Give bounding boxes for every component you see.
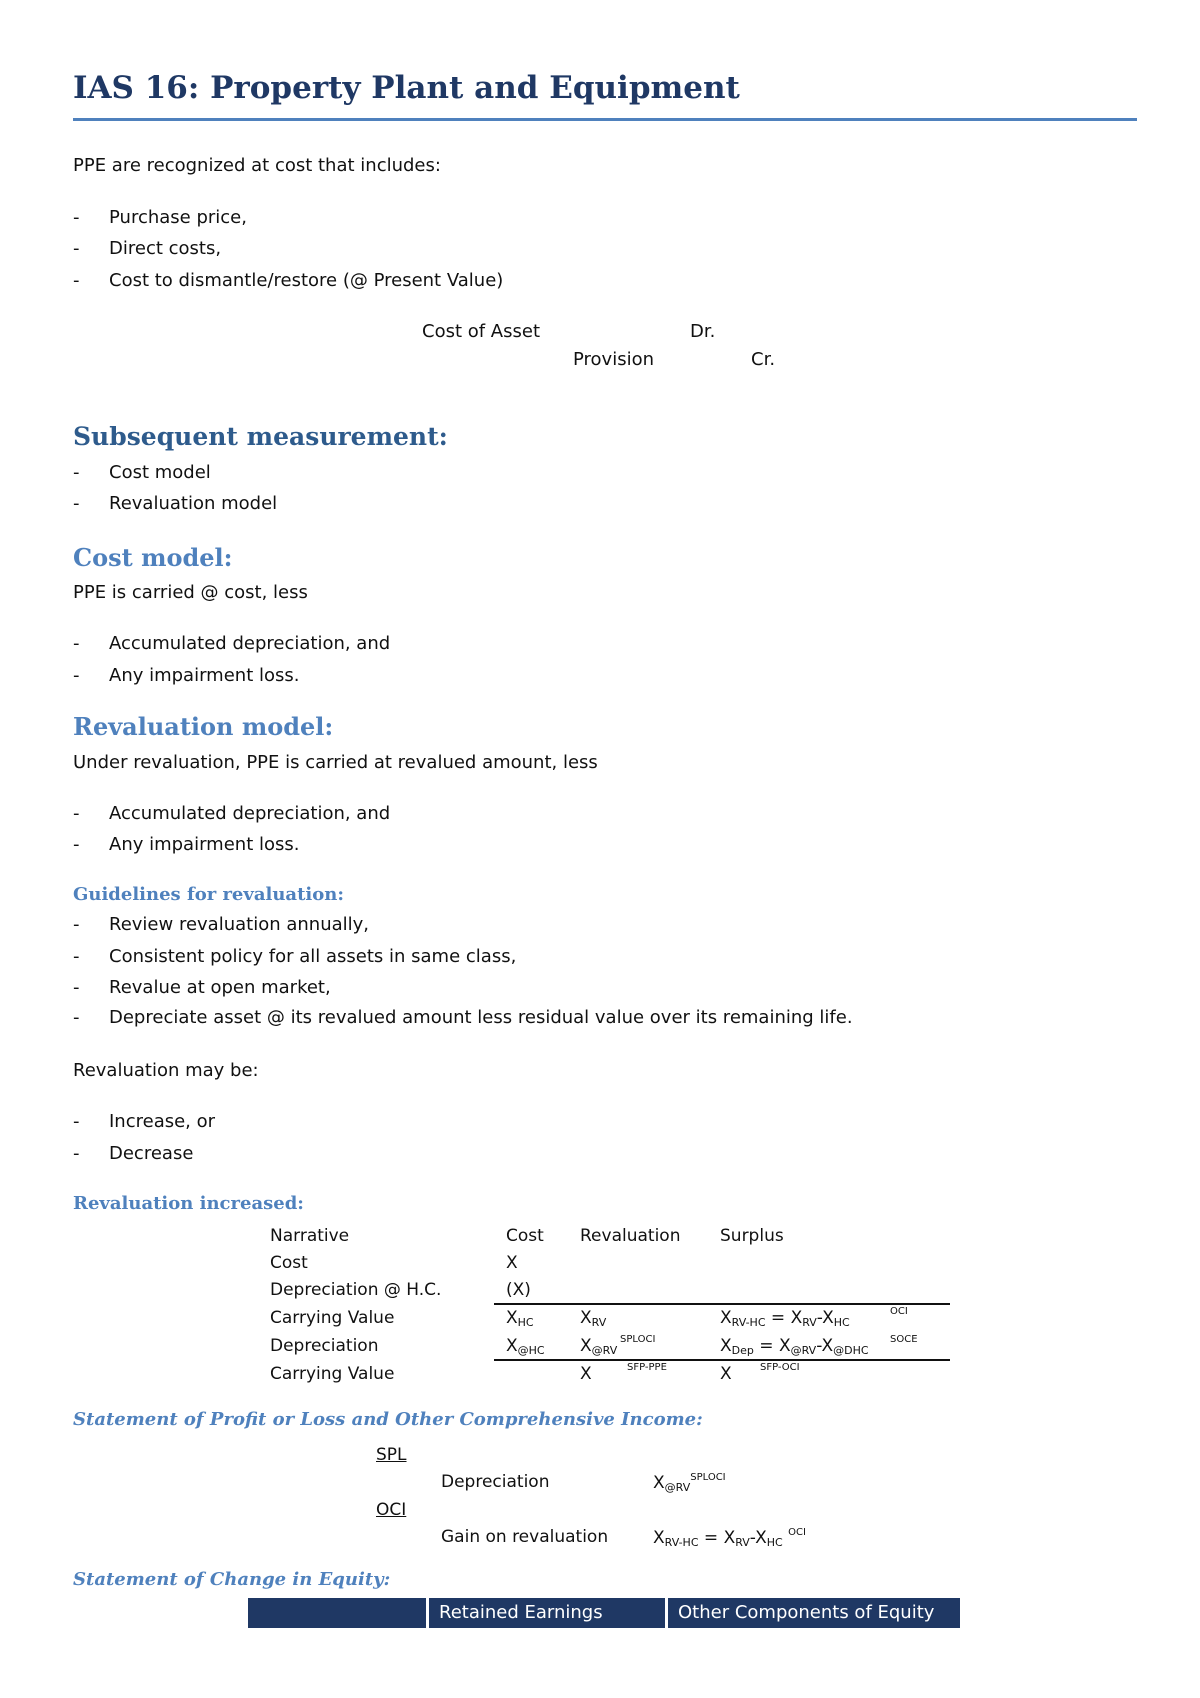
bullet-dash: - bbox=[73, 977, 80, 998]
cell-dep-rv: $X_{@RV}$ bbox=[580, 1336, 618, 1357]
table-rule bbox=[494, 1359, 950, 1361]
splo-depreciation-value: $X_{@RV}^{SPLOCI}$ bbox=[653, 1472, 726, 1494]
list-item: Accumulated depreciation, and bbox=[109, 633, 391, 654]
cell-final-rv: X bbox=[580, 1364, 592, 1384]
bullet-dash: - bbox=[73, 914, 80, 935]
cell-surplus-formula: $X_{RV-HC} = X_{RV}-X_{HC}$ bbox=[720, 1308, 850, 1329]
row-label: Depreciation bbox=[270, 1336, 379, 1356]
col-header-revaluation: Revaluation bbox=[580, 1226, 681, 1246]
tag-sploci: SPLOCI bbox=[620, 1334, 656, 1345]
col-header-cost: Cost bbox=[506, 1226, 544, 1246]
bullet-dash: - bbox=[73, 207, 80, 228]
list-item: Purchase price, bbox=[109, 207, 247, 228]
cost-model-heading: Cost model: bbox=[73, 543, 233, 572]
bullet-dash: - bbox=[73, 1111, 80, 1132]
list-item: Decrease bbox=[109, 1143, 194, 1164]
journal-credit-account: Provision bbox=[573, 349, 655, 370]
revaluation-increased-heading: Revaluation increased: bbox=[73, 1193, 304, 1214]
cell-cost: X bbox=[506, 1253, 518, 1273]
cell-carrying-hc: $X_{HC}$ bbox=[506, 1308, 534, 1329]
cell-dep-hc: $X_{@HC}$ bbox=[506, 1336, 545, 1357]
guidelines-heading: Guidelines for revaluation: bbox=[73, 884, 344, 905]
bullet-dash: - bbox=[73, 633, 80, 654]
table-rule bbox=[494, 1303, 950, 1305]
list-item: Direct costs, bbox=[109, 238, 222, 259]
list-item: Review revaluation annually, bbox=[109, 914, 370, 935]
bullet-dash: - bbox=[73, 238, 80, 259]
journal-credit-label: Cr. bbox=[751, 349, 776, 370]
subsequent-heading: Subsequent measurement: bbox=[73, 422, 448, 451]
revaluation-model-text: Under revaluation, PPE is carried at revalued amount, less bbox=[73, 752, 598, 773]
row-label: Cost bbox=[270, 1253, 308, 1273]
journal-debit-account: Cost of Asset bbox=[422, 321, 541, 342]
splo-gain-value: $X_{RV-HC} = X_{RV}-X_{HC}$ $^{OCI}$ bbox=[653, 1527, 806, 1549]
bullet-dash: - bbox=[73, 493, 80, 514]
bullet-dash: - bbox=[73, 1143, 80, 1164]
list-item: Revalue at open market, bbox=[109, 977, 331, 998]
cell-final-surplus: X bbox=[720, 1364, 732, 1384]
tag-soce: SOCE bbox=[890, 1334, 918, 1345]
list-item: Cost model bbox=[109, 462, 211, 483]
bullet-dash: - bbox=[73, 462, 80, 483]
page-title: IAS 16: Property Plant and Equipment bbox=[73, 70, 740, 106]
tag-sfp-oci: SFP-OCI bbox=[760, 1362, 800, 1373]
col-header-surplus: Surplus bbox=[720, 1226, 784, 1246]
col-header-narrative: Narrative bbox=[270, 1226, 350, 1246]
intro-text: PPE are recognized at cost that includes: bbox=[73, 155, 441, 176]
bullet-dash: - bbox=[73, 1007, 80, 1028]
bullet-dash: - bbox=[73, 946, 80, 967]
list-item: Any impairment loss. bbox=[109, 834, 300, 855]
bullet-dash: - bbox=[73, 803, 80, 824]
cell-dep-formula: $X_{Dep} = X_{@RV}-X_{@DHC}$ bbox=[720, 1336, 869, 1357]
cost-model-text: PPE is carried @ cost, less bbox=[73, 582, 308, 603]
title-divider bbox=[73, 118, 1137, 121]
soce-header-retained-earnings: Retained Earnings bbox=[429, 1598, 665, 1628]
tag-sfp-ppe: SFP-PPE bbox=[627, 1362, 667, 1373]
revaluation-model-heading: Revaluation model: bbox=[73, 712, 334, 741]
soce-heading: Statement of Change in Equity: bbox=[73, 1569, 391, 1590]
bullet-dash: - bbox=[73, 665, 80, 686]
row-label: Carrying Value bbox=[270, 1308, 395, 1328]
splo-heading: Statement of Profit or Loss and Other Comprehensive Income: bbox=[73, 1409, 703, 1430]
row-label: Carrying Value bbox=[270, 1364, 395, 1384]
cell-carrying-rv: $X_{RV}$ bbox=[580, 1308, 607, 1329]
spl-label: SPL bbox=[376, 1445, 407, 1465]
splo-depreciation-label: Depreciation bbox=[441, 1472, 550, 1492]
list-item: Consistent policy for all assets in same class, bbox=[109, 946, 517, 967]
list-item: Increase, or bbox=[109, 1111, 216, 1132]
splo-gain-label: Gain on revaluation bbox=[441, 1527, 609, 1547]
bullet-dash: - bbox=[73, 834, 80, 855]
list-item: Cost to dismantle/restore (@ Present Value) bbox=[109, 270, 504, 291]
bullet-dash: - bbox=[73, 270, 80, 291]
cell-depreciation-hc: (X) bbox=[506, 1280, 531, 1300]
oci-label: OCI bbox=[376, 1500, 407, 1520]
journal-debit-label: Dr. bbox=[690, 321, 716, 342]
soce-header-blank bbox=[248, 1598, 426, 1628]
soce-header-other-components: Other Components of Equity bbox=[668, 1598, 960, 1628]
list-item: Accumulated depreciation, and bbox=[109, 803, 391, 824]
list-item: Any impairment loss. bbox=[109, 665, 300, 686]
revaluation-may-text: Revaluation may be: bbox=[73, 1060, 259, 1081]
list-item: Revaluation model bbox=[109, 493, 278, 514]
row-label: Depreciation @ H.C. bbox=[270, 1280, 442, 1300]
tag-oci: OCI bbox=[890, 1306, 908, 1317]
list-item: Depreciate asset @ its revalued amount less residual value over its remaining life. bbox=[109, 1007, 853, 1028]
